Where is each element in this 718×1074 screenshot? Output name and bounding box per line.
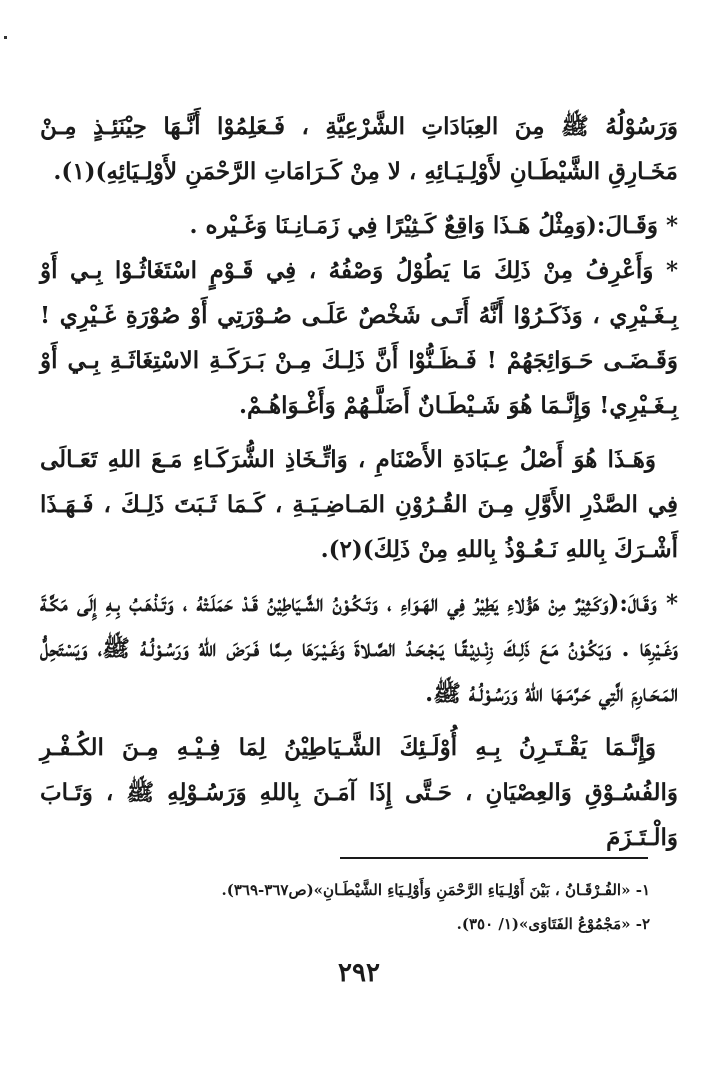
- paragraph-5: * وَقَـالَ:(وَكَـثِيْرٌ مِنْ هَؤُلاءِ يَطِيْرُ فِي الهَـوَاءِ ، وَتَـكُـوْنُ الشَّـيَاطِيْنُ قَـدْ حَمَلَـتْهُ ، وَتَـذْهَـبُ بِـهِ إِلَى مَكَّـةَ وَغَـيْرِهَا . وَيَكُـوْنُ مَـعَ ذَلِـكَ زِنْـدِيْـقًـا يَـجْـحَـدُ الصَّـلاةَ وَغَـيْـرَهَا مِـمَّا فَـرَضَ اللهُ وَرَسُـوْلُـهُ ﷺ، وَيَسْتَحِلُّ المَـحَـارِمَ الَّتِي حَـرَّمَـهَا اللهُ وَرَسُـوْلُـهُ ﷺ.: [40, 590, 678, 707]
- footnote-divider: [340, 857, 648, 859]
- page-number: ٢٩٢: [338, 958, 380, 988]
- footnote-1: ١- «الفُـرْقَـانُ ، بَيْنَ أَوْلِـيَاءِ الرَّحْمَنِ وَأَوْلِـيَاءِ الشَّيْطَـانِ»(ص٣٦٧-٣٦٩).: [221, 881, 650, 899]
- scan-edge-mark: [4, 36, 7, 39]
- footnotes: [40, 873, 650, 941]
- paragraph-4: وَهَـذَا هُوَ أَصْلُ عِـبَادَةِ الأَصْنَامِ ، وَاتِّـخَاذِ الشُّرَكَـاءِ مَـعَ اللهِ تَعَـالَى فِي الصَّدْرِ الأَوَّلِ مِـنَ القُـرُوْنِ المَـاضِـيَـةِ ، كَـمَا ثَـبَتَ ذَلِـكَ ، فَـهَـذَا أَشْـرَكَ بِاللهِ نَـعُـوْذُ بِاللهِ مِنْ ذَلِكَ)(٢).: [40, 446, 678, 563]
- footnote-2: ٢- «مَجْمُوْعُ الفَتَاوَى»(١/ ٣٥٠).: [456, 915, 650, 933]
- paragraph-3: * وَأَعْرِفُ مِنْ ذَلِكَ مَا يَطُوْلُ وَصْفُهُ ، فِي قَـوْمٍ اسْتَغَاثُـوْا بِـي أَوْ بِـغَـيْرِي ، وَذَكَـرُوْا أَنَّهُ أَتَـى شَخْصٌ عَلَـى صُـوْرَتِي أَوْ صُوْرَةِ غَـيْرِي ! وَقَـضَـى حَـوَائِجَهُمْ ! فَـظَـنُّوْا أَنَّ ذَلِـكَ مِـنْ بَـرَكَـةِ الاسْتِغَاثَـةِ بِـي أَوْ بِـغَـيْرِي! وَإِنَّـمَا هُوَ شَـيْطَـانٌ أَضَلَّـهُمْ وَأَغْـوَاهُـمْ.: [40, 257, 678, 419]
- paragraph-6: وَإِنَّـمَا يَقْـتَـرِنُ بِـهِ أُوْلَـئِكَ الشَّـيَاطِيْنُ لِمَا فِـيْـهِ مِـنَ الكُـفْـرِ وَالفُسُـوْقِ وَالعِصْيَانِ ، حَـتَّى إِذَا آمَـنَ بِاللهِ وَرَسُـوْلِهِ ﷺ ، وَتَـابَ وَالْـتَـزَمَ: [40, 734, 678, 851]
- paragraph-1: وَرَسُوْلُهُ ﷺ مِنَ العِبَادَاتِ الشَّرْعِيَّةِ ، فَـعَلِمُوْا أَنَّـهَا حِيْنَئِـذٍ مِـنْ مَخَـارِقِ الشَّيْطَـانِ لأَوْلِـيَـائِهِ ، لا مِنْ كَـرَامَاتِ الرَّحْمَنِ لأَوْلِـيَائِهِ)(١).: [40, 113, 678, 185]
- paragraph-2: * وَقَـالَ:(وَمِثْلُ هَـذَا وَاقِعٌ كَـثِيْرًا فِي زَمَـانِـنَا وَغَـيْره .: [189, 212, 678, 239]
- main-text: [40, 104, 678, 860]
